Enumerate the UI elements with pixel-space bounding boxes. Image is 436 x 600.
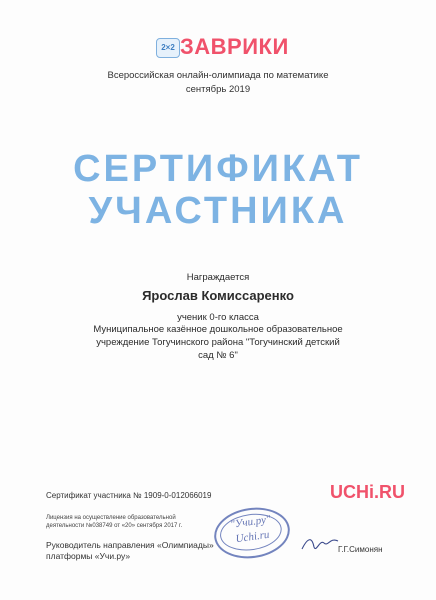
recipient-name: Ярослав Комиссаренко — [142, 288, 294, 303]
official-stamp — [211, 503, 293, 563]
handwritten-signature — [300, 533, 340, 555]
recipient-grade: ученик 0-го класса — [177, 312, 259, 323]
certificate-number: Сертификат участника № 1909-0-012066019 — [46, 491, 212, 500]
stamp-text-line1: "Учи.ру" — [229, 513, 272, 531]
zavriki-logo — [156, 34, 289, 60]
certificate-title-line1: СЕРТИФИКАТ — [73, 148, 363, 190]
organization-line3: сад № 6" — [198, 350, 238, 361]
signer-name: Г.Г.Симонян — [338, 545, 383, 554]
license-line1: Лицензия на осуществление образовательной — [46, 515, 176, 521]
certificate-title-line2: УЧАСТНИКА — [88, 190, 348, 232]
logo-text: ЗАВРИКИ — [180, 34, 289, 59]
organization-line2: учреждение Тогучинского района "Тогучинский детский — [96, 337, 340, 348]
organization-line1: Муниципальное казённое дошкольное образовательное — [93, 324, 343, 335]
olympiad-date: сентябрь 2019 — [185, 84, 251, 95]
olympiad-name: Всероссийская онлайн-олимпиада по математике — [107, 70, 329, 81]
logo-badge: 2×2 — [156, 38, 180, 58]
signer-position-line1: Руководитель направления «Олимпиады» — [46, 540, 214, 550]
license-text — [46, 514, 182, 530]
stamp-text-line2: Uchi.ru — [234, 528, 271, 546]
signer-position-line2: платформы «Учи.ру» — [46, 551, 131, 561]
awarded-label: Награждается — [186, 272, 250, 283]
uchi-brand-logo: UCHi.RU — [330, 482, 405, 502]
license-line2: деятельности №038749 от «20» сентября 2017 г. — [46, 523, 183, 529]
signer-position — [46, 540, 214, 562]
